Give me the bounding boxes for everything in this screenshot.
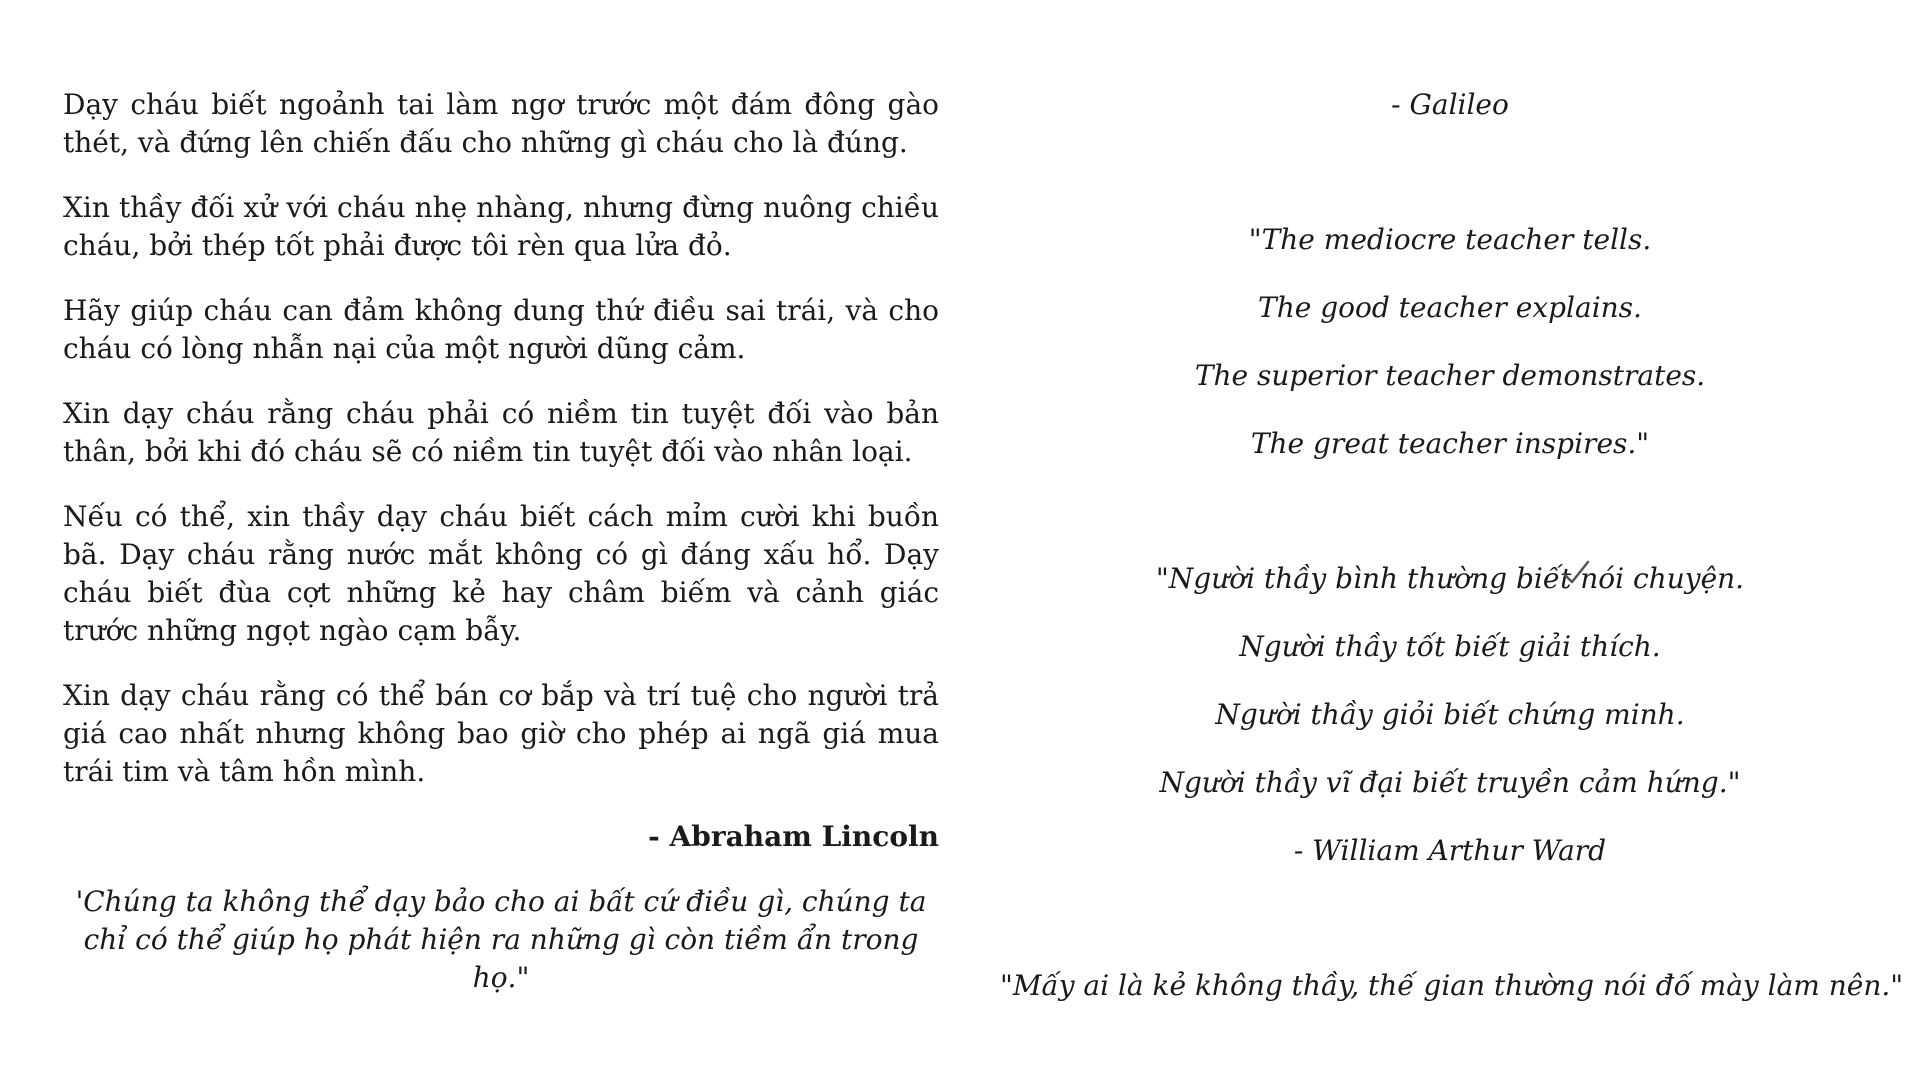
right-column (1000, 86, 1904, 1005)
lincoln-signature: - Abraham Lincoln (648, 820, 939, 853)
vietnamese-quote-line-2: Người thầy tốt biết giải thích. (1239, 630, 1661, 663)
paragraph-6: Xin dạy cháu rằng có thể bán cơ bắp và trí tuệ cho người trả giá cao nhất nhưng không bao giờ cho phép ai ngã giá mua trái tim và tâm hồn mình. (63, 679, 939, 788)
english-quote-line-3: The superior teacher demonstrates. (1194, 359, 1706, 392)
left-column (63, 86, 939, 997)
vietnamese-quote-line-4: Người thầy vĩ đại biết truyền cảm hứng." (1159, 766, 1741, 799)
english-quote-line-2: The good teacher explains. (1258, 291, 1642, 324)
paragraph-3: Hãy giúp cháu can đảm không dung thứ điều sai trái, và cho cháu có lòng nhẫn nại của một người dũng cảm. (63, 294, 939, 365)
english-quote-line-4: The great teacher inspires." (1250, 427, 1650, 460)
checkmark-icon (1562, 558, 1590, 586)
english-quote-line-1: "The mediocre teacher tells. (1248, 223, 1652, 256)
galileo-signature: - Galileo (1391, 88, 1509, 121)
paragraph-1: Dạy cháu biết ngoảnh tai làm ngơ trước một đám đông gào thét, và đứng lên chiến đấu cho những gì cháu cho là đúng. (63, 88, 939, 159)
vietnamese-proverb: "Mấy ai là kẻ không thầy, thế gian thường nói đố mày làm nên." (1000, 969, 1904, 1002)
vietnamese-quote-line-1: "Người thầy bình thường biết nói chuyện. (1155, 562, 1745, 595)
paragraph-5: Nếu có thể, xin thầy dạy cháu biết cách mỉm cười khi buồn bã. Dạy cháu rằng nước mắt không có gì đáng xấu hổ. Dạy cháu biết đùa cợt những kẻ hay châm biếm và cảnh giác trước những ngọt ngào cạm bẫy. (63, 500, 939, 647)
vietnamese-quote-line-3: Người thầy giỏi biết chứng minh. (1215, 698, 1685, 731)
paragraph-2: Xin thầy đối xử với cháu nhẹ nhàng, nhưng đừng nuông chiều cháu, bởi thép tốt phải được tôi rèn qua lửa đỏ. (63, 191, 939, 262)
ward-signature: - William Arthur Ward (1293, 834, 1607, 867)
galileo-quote: 'Chúng ta không thể dạy bảo cho ai bất cứ điều gì, chúng ta chỉ có thể giúp họ phát hiện ra những gì còn tiềm ẩn trong họ." (75, 885, 927, 994)
paragraph-4: Xin dạy cháu rằng cháu phải có niềm tin tuyệt đối vào bản thân, bởi khi đó cháu sẽ có niềm tin tuyệt đối vào nhân loại. (63, 397, 939, 468)
